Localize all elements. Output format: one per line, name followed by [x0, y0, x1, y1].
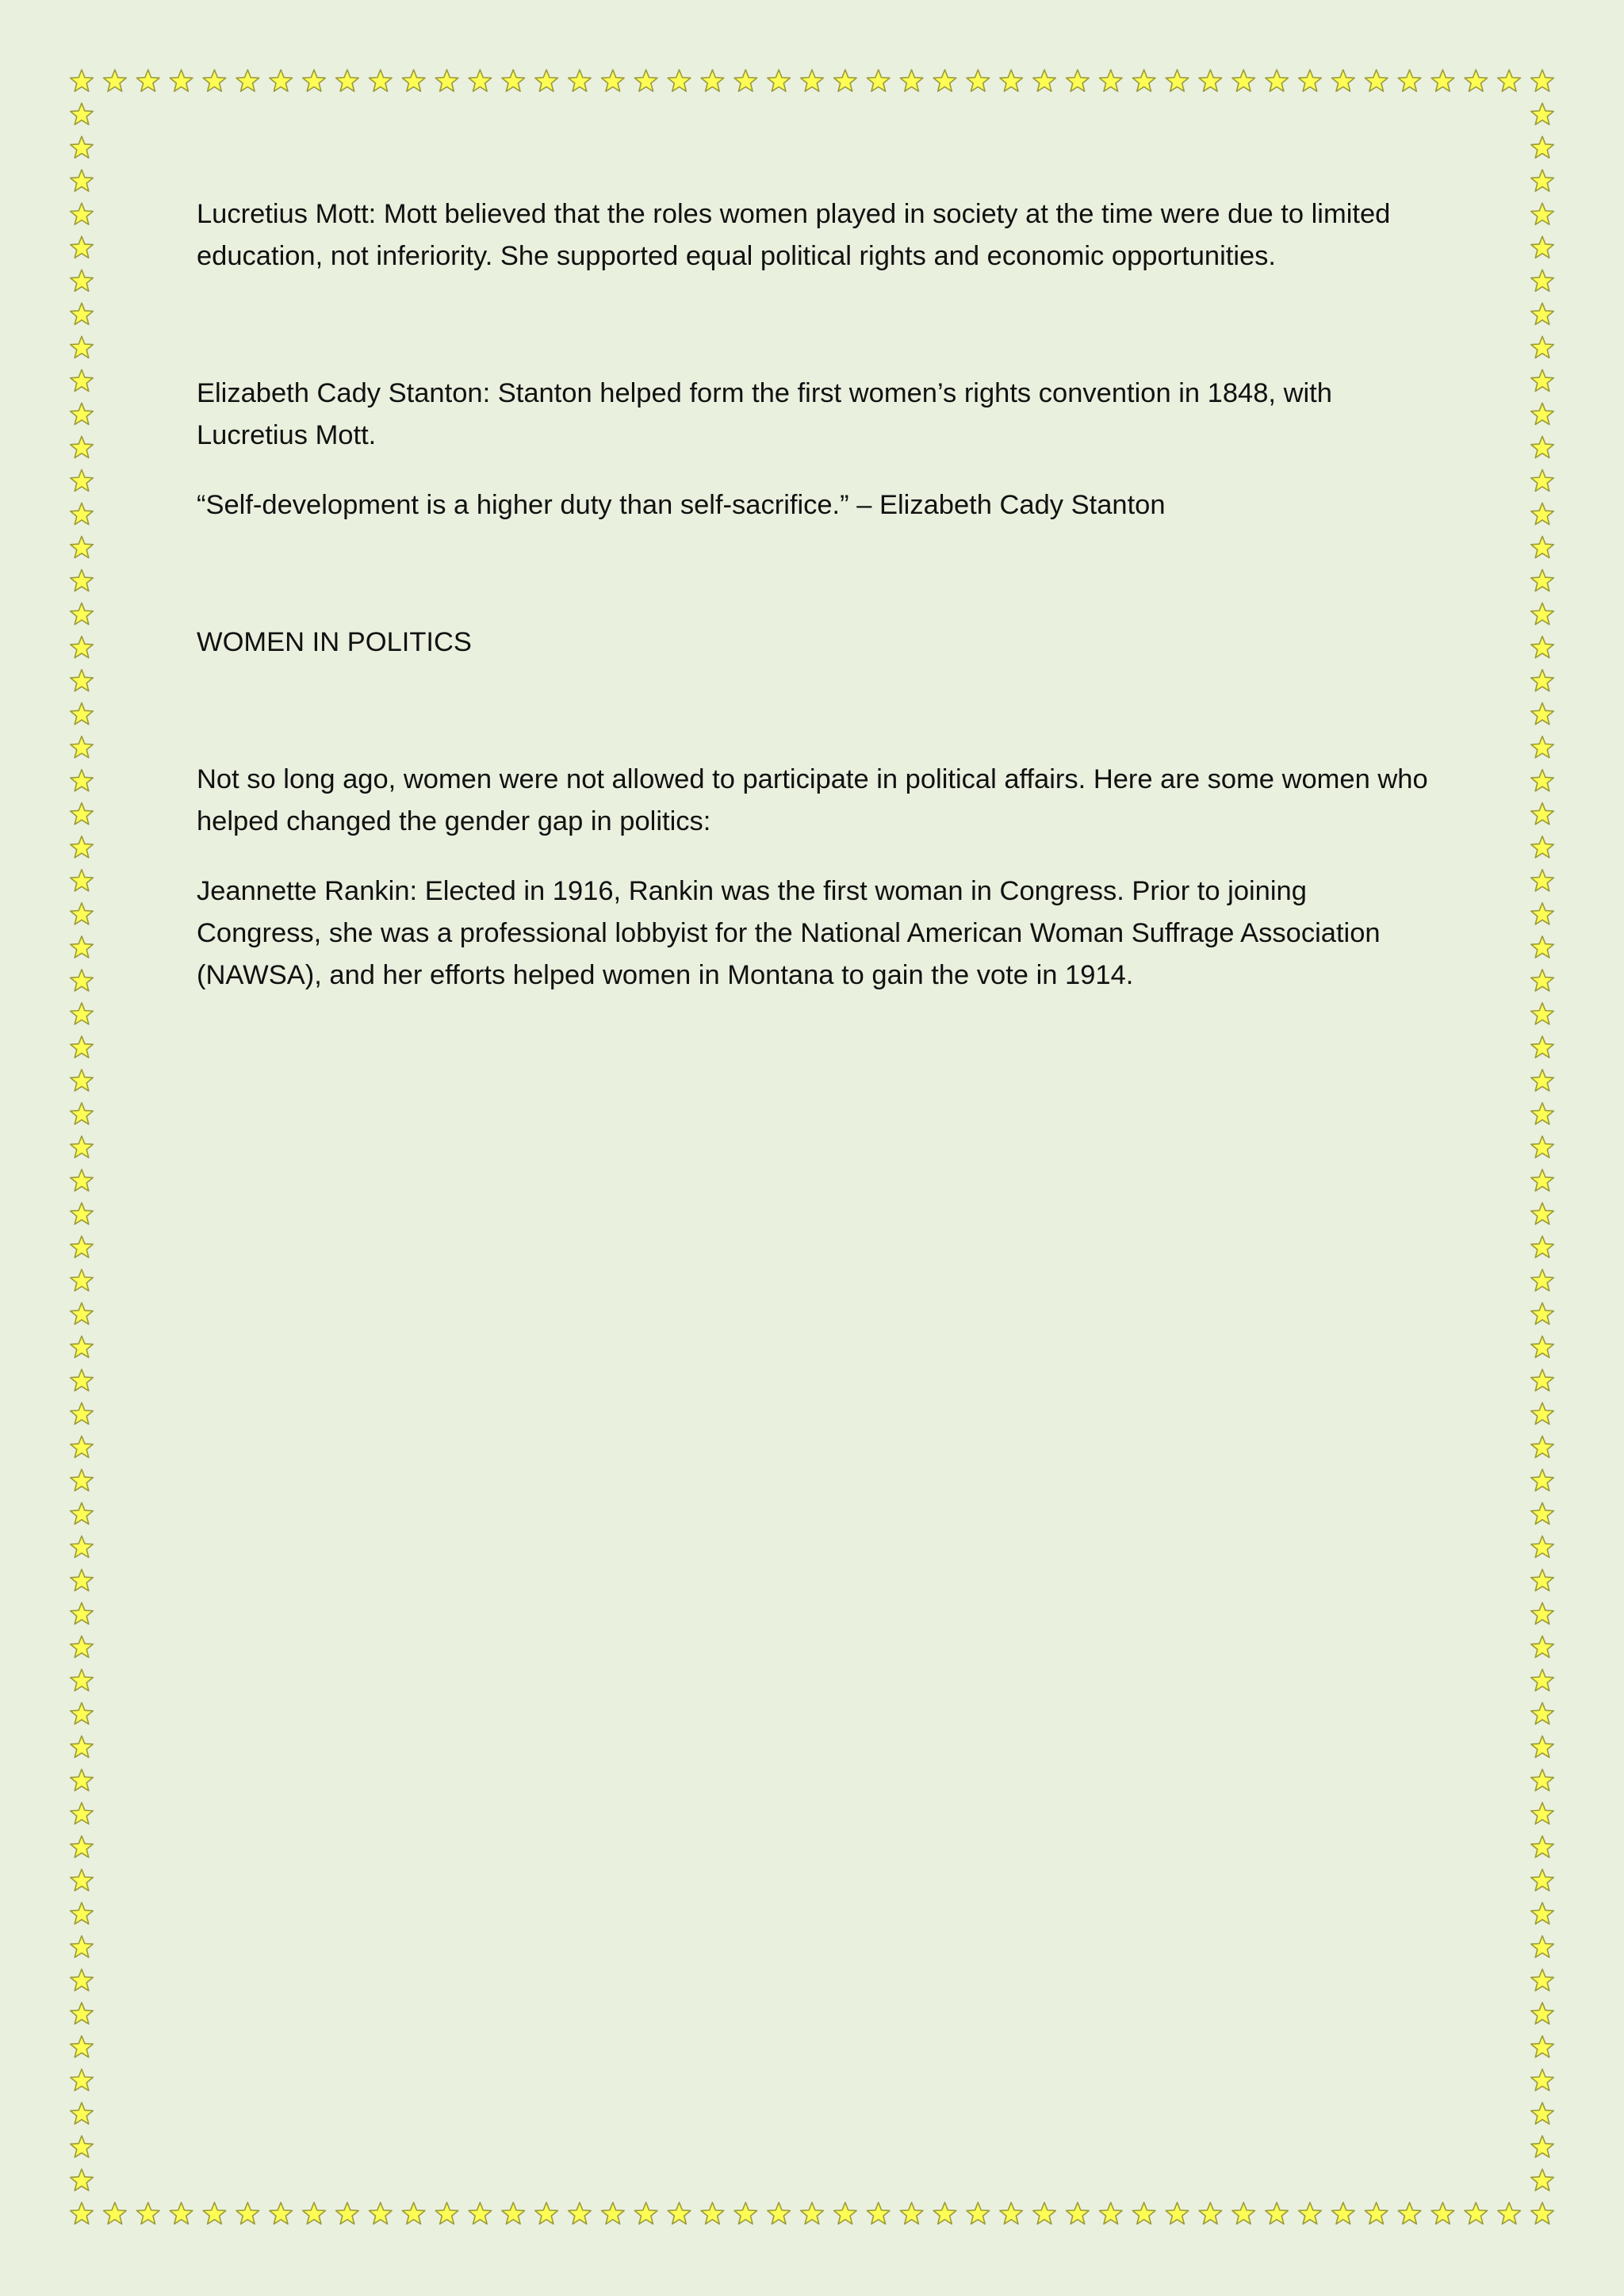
- star-icon: [170, 2202, 193, 2224]
- star-icon: [1531, 603, 1554, 625]
- star-icon: [1398, 70, 1421, 91]
- star-icon: [203, 2202, 226, 2224]
- star-icon: [1531, 2003, 1554, 2024]
- star-icon: [1531, 236, 1554, 258]
- star-icon: [1531, 1670, 1554, 1691]
- star-icon: [71, 703, 94, 725]
- star-icon: [1299, 70, 1322, 91]
- star-icon: [1531, 2169, 1554, 2191]
- star-icon: [71, 1670, 94, 1691]
- star-icon: [136, 70, 159, 91]
- star-icon: [71, 103, 94, 124]
- star-icon: [303, 70, 326, 91]
- star-icon: [1531, 70, 1554, 91]
- page-body: [197, 193, 1434, 997]
- star-icon: [1531, 1569, 1554, 1590]
- star-icon: [71, 1836, 94, 1858]
- star-icon: [71, 2169, 94, 2191]
- star-icon: [1531, 469, 1554, 491]
- star-icon: [1531, 836, 1554, 858]
- star-icon: [71, 1103, 94, 1124]
- star-icon: [71, 2003, 94, 2024]
- star-icon: [701, 2202, 724, 2224]
- star-icon: [1132, 2202, 1155, 2224]
- star-icon: [1531, 336, 1554, 358]
- star-icon: [1531, 2069, 1554, 2091]
- star-icon: [1266, 2202, 1289, 2224]
- star-icon: [569, 2202, 592, 2224]
- star-icon: [1531, 703, 1554, 725]
- star-icon: [71, 1636, 94, 1657]
- star-icon: [71, 1502, 94, 1524]
- star-icon: [1531, 1736, 1554, 1758]
- star-icon: [71, 1303, 94, 1324]
- star-icon: [1531, 303, 1554, 324]
- star-icon: [1465, 70, 1488, 91]
- star-icon: [1531, 1136, 1554, 1158]
- star-icon: [1531, 1602, 1554, 1624]
- star-icon: [602, 2202, 625, 2224]
- star-icon: [71, 1436, 94, 1457]
- star-icon: [1033, 2202, 1056, 2224]
- star-icon: [71, 1703, 94, 1724]
- star-icon: [1299, 2202, 1322, 2224]
- star-icon: [71, 70, 94, 91]
- star-icon: [71, 2036, 94, 2057]
- star-icon: [270, 70, 293, 91]
- star-icon: [801, 2202, 824, 2224]
- star-icon: [402, 2202, 425, 2224]
- paragraph-lucretius-mott: Lucretius Mott: Mott believed that the roles women played in society at the time were due to limited education, not inferiority. She supported equal political rights and economic opportunities.: [197, 199, 1391, 271]
- star-icon: [71, 1136, 94, 1158]
- star-icon: [71, 170, 94, 191]
- star-icon: [1531, 1436, 1554, 1457]
- star-icon: [71, 836, 94, 858]
- star-icon: [71, 1803, 94, 1824]
- star-icon: [1166, 2202, 1189, 2224]
- star-icon: [1132, 70, 1155, 91]
- star-icon: [1531, 1036, 1554, 1058]
- star-icon: [1531, 2136, 1554, 2157]
- star-icon: [236, 2202, 259, 2224]
- star-icon: [502, 2202, 525, 2224]
- star-icon: [1531, 2103, 1554, 2124]
- star-icon: [71, 469, 94, 491]
- star-icon: [1531, 670, 1554, 691]
- star-icon: [71, 2103, 94, 2124]
- star-icon: [71, 1369, 94, 1391]
- star-icon: [900, 2202, 923, 2224]
- star-icon: [71, 1602, 94, 1624]
- star-icon: [1000, 2202, 1023, 2224]
- star-icon: [1531, 1269, 1554, 1291]
- star-icon: [1033, 70, 1056, 91]
- star-icon: [1531, 1203, 1554, 1224]
- star-icon: [1531, 569, 1554, 591]
- star-icon: [1100, 2202, 1123, 2224]
- star-icon: [1531, 1836, 1554, 1858]
- star-icon: [71, 369, 94, 391]
- star-icon: [71, 203, 94, 224]
- paragraph-politics-intro: Not so long ago, women were not allowed to participate in political affairs. Here are some women who helped changed the gender gap in politics:: [197, 764, 1428, 836]
- star-icon: [1100, 70, 1123, 91]
- star-icon: [336, 70, 359, 91]
- star-icon: [71, 2202, 94, 2224]
- star-icon: [1465, 2202, 1488, 2224]
- star-icon: [71, 1236, 94, 1257]
- star-icon: [1531, 2036, 1554, 2057]
- star-icon: [1332, 2202, 1355, 2224]
- star-icon: [1166, 70, 1189, 91]
- star-icon: [469, 2202, 492, 2224]
- star-icon: [1531, 903, 1554, 924]
- star-icon: [1332, 70, 1355, 91]
- star-icon: [370, 70, 393, 91]
- star-icon: [967, 2202, 990, 2224]
- star-icon: [71, 1070, 94, 1091]
- star-icon: [1431, 2202, 1454, 2224]
- star-icon: [1067, 70, 1090, 91]
- star-icon: [435, 2202, 458, 2224]
- star-icon: [71, 136, 94, 158]
- star-icon: [1000, 70, 1023, 91]
- star-icon: [170, 70, 193, 91]
- star-icon: [71, 936, 94, 958]
- star-icon: [435, 70, 458, 91]
- star-icon: [71, 1969, 94, 1991]
- star-icon: [71, 670, 94, 691]
- star-icon: [1531, 1369, 1554, 1391]
- paragraph-elizabeth-cady-stanton: Elizabeth Cady Stanton: Stanton helped form the first women’s rights convention in 1848, with Lucretius Mott.: [197, 378, 1332, 450]
- star-icon: [1266, 70, 1289, 91]
- star-icon: [1531, 637, 1554, 658]
- star-icon: [303, 2202, 326, 2224]
- star-icon: [71, 1336, 94, 1357]
- star-icon: [1365, 2202, 1388, 2224]
- star-icon: [535, 2202, 558, 2224]
- star-icon: [71, 903, 94, 924]
- star-icon: [71, 603, 94, 625]
- star-icon: [1531, 1103, 1554, 1124]
- star-icon: [734, 70, 757, 91]
- star-icon: [336, 2202, 359, 2224]
- star-icon: [1365, 70, 1388, 91]
- star-icon: [1531, 737, 1554, 758]
- star-icon: [71, 637, 94, 658]
- star-icon: [801, 70, 824, 91]
- star-icon: [933, 2202, 956, 2224]
- star-icon: [236, 70, 259, 91]
- star-icon: [71, 1736, 94, 1758]
- star-icon: [1531, 1303, 1554, 1324]
- star-icon: [1531, 770, 1554, 791]
- star-icon: [71, 270, 94, 291]
- star-icon: [71, 1203, 94, 1224]
- star-icon: [1067, 2202, 1090, 2224]
- star-icon: [834, 2202, 857, 2224]
- star-icon: [71, 336, 94, 358]
- star-icon: [1531, 503, 1554, 524]
- star-icon: [1531, 1169, 1554, 1191]
- star-icon: [1531, 1869, 1554, 1891]
- star-icon: [71, 870, 94, 891]
- star-icon: [104, 2202, 127, 2224]
- star-icon: [1531, 1236, 1554, 1257]
- star-icon: [1531, 203, 1554, 224]
- star-icon: [1232, 70, 1255, 91]
- star-icon: [71, 970, 94, 991]
- star-icon: [1531, 1803, 1554, 1824]
- star-icon: [203, 70, 226, 91]
- star-icon: [967, 70, 990, 91]
- star-icon: [1431, 70, 1454, 91]
- star-icon: [1531, 403, 1554, 424]
- quote-stanton: “Self-development is a higher duty than self-sacrifice.” – Elizabeth Cady Stanton: [197, 490, 1166, 520]
- star-icon: [469, 70, 492, 91]
- star-icon: [1531, 1969, 1554, 1991]
- star-icon: [71, 536, 94, 557]
- star-icon: [634, 70, 657, 91]
- star-icon: [71, 569, 94, 591]
- star-icon: [900, 70, 923, 91]
- heading-women-in-politics: WOMEN IN POLITICS: [197, 627, 472, 657]
- star-icon: [1531, 1936, 1554, 1957]
- star-icon: [402, 70, 425, 91]
- star-icon: [1531, 803, 1554, 825]
- star-icon: [71, 1903, 94, 1924]
- star-icon: [1531, 1003, 1554, 1024]
- star-icon: [104, 70, 127, 91]
- star-icon: [1531, 436, 1554, 457]
- star-icon: [71, 503, 94, 524]
- star-icon: [1531, 1536, 1554, 1557]
- star-icon: [71, 2069, 94, 2091]
- star-icon: [867, 2202, 890, 2224]
- star-icon: [1398, 2202, 1421, 2224]
- star-icon: [668, 70, 691, 91]
- star-icon: [71, 2136, 94, 2157]
- star-icon: [1531, 270, 1554, 291]
- star-icon: [71, 1469, 94, 1490]
- star-icon: [535, 70, 558, 91]
- star-icon: [1498, 2202, 1521, 2224]
- star-icon: [502, 70, 525, 91]
- star-icon: [734, 2202, 757, 2224]
- star-icon: [71, 803, 94, 825]
- star-icon: [1531, 970, 1554, 991]
- star-icon: [1531, 1070, 1554, 1091]
- star-icon: [768, 2202, 791, 2224]
- star-icon: [1199, 70, 1222, 91]
- star-icon: [634, 2202, 657, 2224]
- star-icon: [71, 1269, 94, 1291]
- paragraph-jeannette-rankin: Jeannette Rankin: Elected in 1916, Rankin was the first woman in Congress. Prior to joining Congress, she was a professional lobbyist for the National American Woman Suffrage Association (NAWSA), and her efforts helped women in Montana to gain the vote in 1914.: [197, 876, 1381, 990]
- star-icon: [1531, 1703, 1554, 1724]
- star-icon: [1531, 136, 1554, 158]
- star-icon: [270, 2202, 293, 2224]
- star-icon: [768, 70, 791, 91]
- star-icon: [1531, 103, 1554, 124]
- star-icon: [1531, 936, 1554, 958]
- star-icon: [71, 1402, 94, 1424]
- star-icon: [1531, 170, 1554, 191]
- star-icon: [71, 737, 94, 758]
- star-icon: [71, 403, 94, 424]
- star-icon: [1531, 1502, 1554, 1524]
- star-icon: [1531, 1469, 1554, 1490]
- star-icon: [71, 1936, 94, 1957]
- star-icon: [71, 1770, 94, 1791]
- star-icon: [71, 236, 94, 258]
- star-icon: [136, 2202, 159, 2224]
- star-icon: [668, 2202, 691, 2224]
- star-icon: [71, 1036, 94, 1058]
- star-icon: [71, 770, 94, 791]
- star-icon: [71, 1003, 94, 1024]
- star-icon: [1199, 2202, 1222, 2224]
- star-icon: [569, 70, 592, 91]
- star-icon: [71, 1169, 94, 1191]
- star-icon: [1531, 1336, 1554, 1357]
- star-icon: [1531, 1636, 1554, 1657]
- star-icon: [71, 436, 94, 457]
- star-icon: [1531, 1903, 1554, 1924]
- star-icon: [1531, 536, 1554, 557]
- star-icon: [71, 303, 94, 324]
- star-icon: [1531, 369, 1554, 391]
- star-icon: [1531, 1402, 1554, 1424]
- star-icon: [1531, 870, 1554, 891]
- star-icon: [1531, 1770, 1554, 1791]
- star-icon: [370, 2202, 393, 2224]
- star-icon: [1531, 2202, 1554, 2224]
- star-icon: [71, 1869, 94, 1891]
- star-icon: [867, 70, 890, 91]
- star-icon: [1232, 2202, 1255, 2224]
- star-icon: [834, 70, 857, 91]
- star-icon: [602, 70, 625, 91]
- star-icon: [701, 70, 724, 91]
- star-icon: [1498, 70, 1521, 91]
- star-icon: [933, 70, 956, 91]
- star-icon: [71, 1569, 94, 1590]
- star-icon: [71, 1536, 94, 1557]
